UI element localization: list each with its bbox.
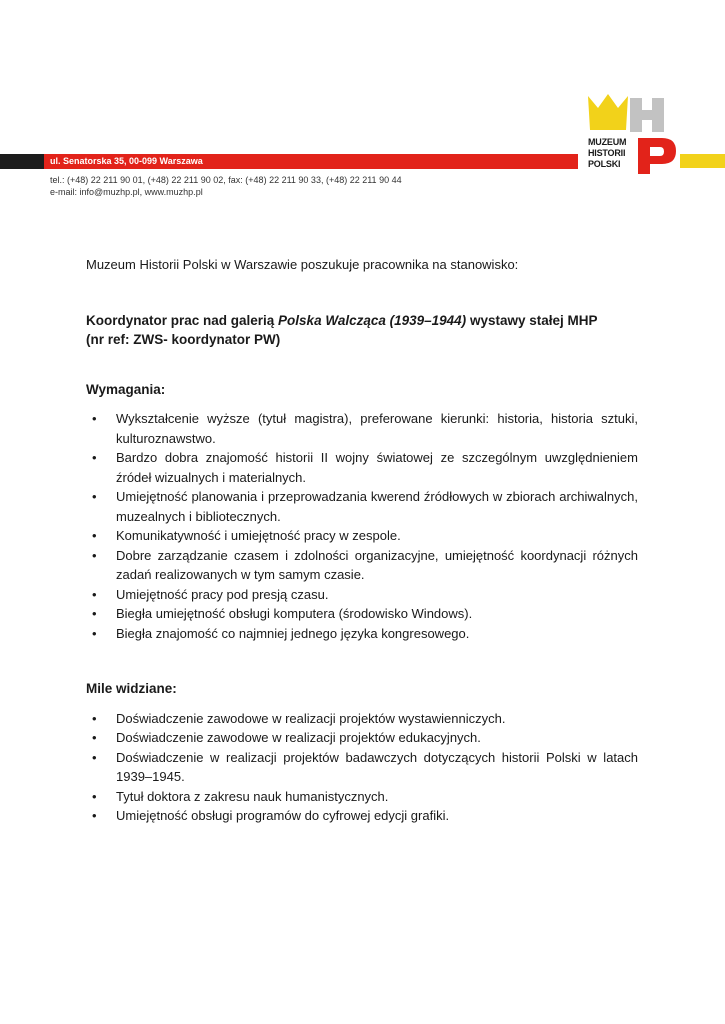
bullet-icon: •: [92, 586, 97, 602]
bullet-icon: •: [92, 489, 97, 504]
list-item-text: Biegła umiejętność obsługi komputera (środowisko Windows).: [116, 606, 473, 621]
list-item-text: Umiejętność obsługi programów do cyfrowej edycji grafiki.: [116, 808, 450, 823]
job-title: [86, 311, 638, 350]
list-item: [86, 787, 638, 807]
list-item-text: Doświadczenie zawodowe w realizacji projektów edukacyjnych.: [116, 730, 481, 745]
bullet-icon: •: [92, 730, 97, 745]
requirements-list: [86, 409, 638, 643]
list-item-text: Umiejętność pracy pod presją czasu.: [116, 586, 329, 602]
bullet-icon: •: [92, 411, 97, 426]
bullet-icon: •: [92, 450, 97, 465]
job-title-suffix: wystawy stałej MHP: [466, 312, 598, 328]
document-body: [86, 255, 638, 826]
list-item: [86, 409, 638, 448]
logo-text-line-3: POLSKI: [588, 159, 621, 169]
logo-crown-shape: [588, 94, 628, 130]
bullet-icon: •: [92, 606, 97, 621]
list-item-text: Dobre zarządzanie czasem i zdolności organizacyjne, umiejętność koordynacji różnych zadań realizowanych w tym samym czasie.: [116, 547, 638, 582]
list-item-text: Doświadczenie w realizacji projektów badawczych dotyczących historii Polski w latach 1939–1945.: [116, 749, 638, 784]
list-item-text: Tytuł doktora z zakresu nauk humanistycznych.: [116, 788, 389, 804]
list-item: [86, 546, 638, 585]
list-item-text: Doświadczenie zawodowe w realizacji projektów wystawienniczych.: [116, 710, 506, 726]
header-email: e-mail: info@muzhp.pl, www.muzhp.pl: [50, 187, 203, 197]
header-phones: tel.: (+48) 22 211 90 01, (+48) 22 211 90 02, fax: (+48) 22 211 90 33, (+48) 22 211 90 44: [50, 175, 402, 185]
logo-text-line-1: MUZEUM: [588, 137, 627, 147]
job-title-gallery: Polska Walcząca (1939–1944): [278, 312, 467, 328]
logo-yellow-strip: [680, 154, 725, 168]
logo-text-line-2: HISTORII: [588, 148, 626, 158]
logo-red-p-shape: [638, 138, 676, 174]
bullet-icon: •: [92, 625, 97, 641]
bullet-icon: •: [92, 528, 97, 543]
intro-text: Muzeum Historii Polski w Warszawie poszukuje pracownika na stanowisko:: [86, 257, 519, 272]
list-item-text: Biegła znajomość co najmniej jednego języka kongresowego.: [116, 625, 470, 641]
logo-gray-h-shape: [630, 98, 664, 132]
bullet-icon: •: [92, 547, 97, 563]
bullet-icon: •: [92, 749, 97, 765]
header-address: ul. Senatorska 35, 00-099 Warszawa: [50, 156, 203, 166]
preferred-list: [86, 709, 638, 826]
list-item-text: Komunikatywność i umiejętność pracy w zespole.: [116, 528, 401, 543]
bullet-icon: •: [92, 808, 97, 823]
bullet-icon: •: [92, 710, 97, 726]
list-item: [86, 624, 638, 644]
list-item: [86, 806, 638, 826]
header-black-block: [0, 154, 44, 169]
list-item: [86, 585, 638, 605]
requirements-heading: Wymagania:: [86, 381, 166, 397]
list-item: [86, 748, 638, 787]
list-item-text: Wykształcenie wyższe (tytuł magistra), preferowane kierunki: historia, historia sztuki, kulturoznawstwo.: [116, 411, 638, 446]
bullet-icon: •: [92, 788, 97, 804]
list-item: [86, 487, 638, 526]
list-item-text: Bardzo dobra znajomość historii II wojny światowej ze szczególnym uwzględnieniem źródeł wizualnych i materialnych.: [116, 450, 638, 485]
list-item-text: Umiejętność planowania i przeprowadzania kwerend źródłowych w zbiorach archiwalnych, muzealnych i bibliotecznych.: [116, 489, 638, 524]
list-item: [86, 709, 638, 729]
list-item: [86, 526, 638, 546]
museum-logo: [586, 90, 725, 180]
list-item: [86, 728, 638, 748]
list-item: [86, 448, 638, 487]
preferred-heading: Mile widziane:: [86, 681, 177, 696]
job-title-prefix: Koordynator prac nad galerią: [86, 312, 279, 328]
job-reference: (nr ref: ZWS- koordynator PW): [86, 332, 281, 347]
list-item: [86, 604, 638, 624]
